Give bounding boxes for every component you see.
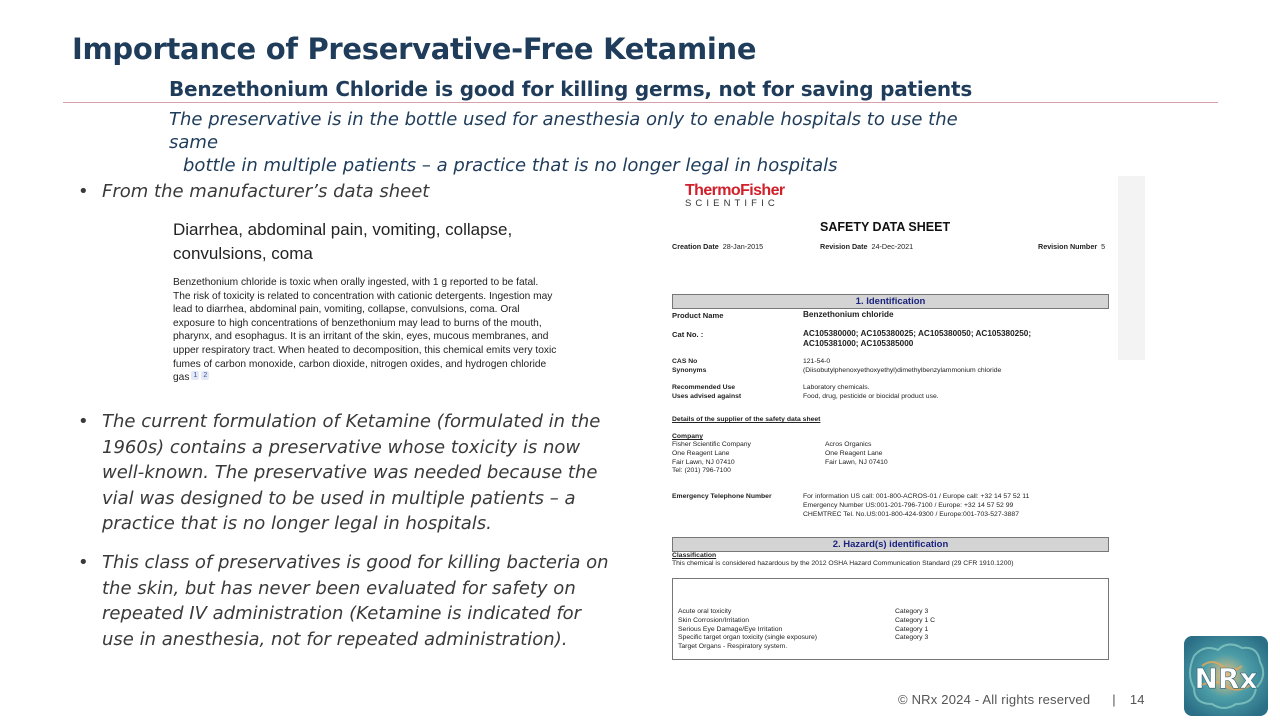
copyright-text: © NRx 2024 - All rights reserved [898, 692, 1091, 707]
address-line: Acros Organics [825, 441, 872, 448]
bullet-dot: • [78, 411, 89, 432]
excerpt-text: Benzethonium chloride is toxic when orally ingested, with 1 g reported to be fatal. The risk of toxicity is related to concentration with cationic detergents. Ingestion may lead to diarrhea, abdominal pain, vomiting, collapse, convulsions, coma. Oral exposure to high concentrations of benzethonium may lead to burns of the mouth, pharynx, and esophagus. It is an irritant of the skin, eyes, mucous membranes, and upper respiratory tract. When heated to decomposition, this chemical emits very toxic fumes of carbon monoxide, carbon dioxide, nitrogen oxides, and hydrogen chloride gas [173, 277, 557, 384]
cat-no-label: Cat No. : [672, 330, 704, 339]
tagline-line2: bottle in multiple patients – a practice that is no longer legal in hospitals [183, 155, 838, 176]
hazard-name: Specific target organ toxicity (single exposure) [678, 634, 818, 642]
fisher-address [672, 441, 751, 476]
company-label: Company [672, 433, 703, 440]
cas-label: CAS No [672, 358, 698, 365]
hazard-table [672, 578, 1109, 660]
classification-text: This chemical is considered hazardous by the 2012 OSHA Hazard Communication Standard (29 CFR 1910.1200) [672, 560, 1014, 567]
revision-date [820, 242, 913, 251]
address-line: Fisher Scientific Company [672, 441, 751, 448]
toxicity-excerpt [173, 276, 558, 385]
emergency-line: For information US call: 001-800-ACROS-01 / Europe call: +32 14 57 52 11 [803, 493, 1030, 500]
address-line: One Reagent Lane [825, 449, 883, 457]
creation-date [672, 242, 763, 251]
hazard-name: Serious Eye Damage/Eye Irritation [678, 625, 783, 633]
cas-value: 121-54-0 [803, 358, 831, 365]
cat-no-line2: AC105381000; AC105385000 [803, 339, 914, 348]
reference-link-2[interactable]: 2 [203, 372, 208, 380]
bullet-text: From the manufacturer’s data sheet [102, 181, 430, 202]
emergency-numbers [803, 493, 1029, 519]
address-line: One Reagent Lane [672, 449, 730, 457]
tagline [169, 108, 989, 177]
nrx-logo-text: NRx [1194, 662, 1258, 695]
cat-no-line1: AC105380000; AC105380025; AC105380050; AC105380250; [803, 329, 1032, 338]
symptoms-summary: Diarrhea, abdominal pain, vomiting, collapse, convulsions, coma [173, 220, 513, 263]
thermofisher-logo [685, 182, 785, 209]
logo-tagline: SCIENTIFIC [685, 198, 779, 209]
cat-no-value [803, 329, 1031, 349]
recommended-use-label: Recommended Use [672, 384, 736, 391]
creation-date-value: 28-Jan-2015 [722, 242, 764, 251]
product-name-value: Benzethonium chloride [803, 310, 894, 319]
revision-date-label: Revision Date [820, 242, 868, 251]
supplier-heading: Details of the supplier of the safety data sheet [672, 416, 821, 423]
address-line: Tel: (201) 796-7100 [672, 467, 731, 475]
header-divider [63, 102, 1218, 103]
emergency-line: Emergency Number US:001-201-796-7100 / Europe: +32 14 57 52 99 [803, 501, 1014, 509]
bullet-text: The current formulation of Ketamine (formulated in the 1960s) contains a preservative whose toxicity is now well-known. The preservative was needed because the vial was designed to be used in multiple patients – a practice that is no longer legal in hospitals. [102, 411, 601, 534]
synonyms-value: (Diisobutylphenoxyethoxyethyl)dimethylbenzylammonium chloride [803, 367, 1002, 374]
bullet-dot: • [78, 181, 89, 202]
hazard-category: Category 1 [895, 625, 929, 633]
logo-wordmark: ThermoFisher [685, 182, 785, 199]
slide-footer [898, 692, 1145, 707]
page-number: 14 [1129, 692, 1145, 707]
emergency-line: CHEMTREC Tel. No.US:001-800-424-9300 / Europe:001-703-527-3887 [803, 510, 1019, 518]
footer-separator: | [1112, 692, 1116, 707]
synonyms-label: Synonyms [672, 367, 707, 374]
revision-number-value: 5 [1101, 242, 1106, 251]
uses-against-value: Food, drug, pesticide or biocidal product use. [803, 393, 939, 400]
nrx-brain-logo [1184, 636, 1268, 716]
sds-title: SAFETY DATA SHEET [820, 220, 951, 234]
slide-subtitle: Benzethonium Chloride is good for killing germs, not for saving patients [169, 77, 973, 101]
revision-date-value: 24-Dec-2021 [871, 242, 914, 251]
hazard-category: Category 1 C [895, 616, 936, 624]
sds-scroll-track [1118, 176, 1145, 360]
reference-link-1[interactable]: 1 [193, 372, 198, 380]
bullet-preservative-class [78, 550, 612, 652]
revision-number-label: Revision Number [1038, 242, 1098, 251]
creation-date-label: Creation Date [672, 242, 719, 251]
hazard-name: Acute oral toxicity [678, 608, 732, 615]
safety-data-sheet-image [668, 176, 1116, 666]
acros-address [825, 441, 888, 467]
bullet-datasheet [78, 179, 622, 205]
revision-number [1038, 242, 1105, 251]
product-name-label: Product Name [672, 311, 724, 320]
hazard-name: Target Organs - Respiratory system. [678, 643, 788, 651]
section-hazard-header: 2. Hazard(s) identification [672, 537, 1109, 552]
emergency-label: Emergency Telephone Number [672, 493, 772, 500]
slide-title: Importance of Preservative-Free Ketamine [72, 32, 757, 66]
address-line: Fair Lawn, NJ 07410 [672, 458, 735, 466]
section-identification-header: 1. Identification [672, 294, 1109, 309]
hazard-name: Skin Corrosion/Irritation [678, 616, 750, 624]
nrx-logo-graphic [1184, 636, 1268, 716]
address-line: Fair Lawn, NJ 07410 [825, 458, 888, 466]
bullet-text: This class of preservatives is good for killing bacteria on the skin, but has never been evaluated for safety on repeated IV administration (Ketamine is indicated for use in anesthesia, not for repeated administration). [102, 552, 609, 650]
tagline-line1: The preservative is in the bottle used for anesthesia only to enable hospitals to use the same [169, 109, 958, 153]
uses-against-label: Uses advised against [672, 393, 742, 400]
classification-heading: Classification [672, 552, 717, 559]
bullet-dot: • [78, 552, 89, 573]
hazard-category: Category 3 [895, 608, 929, 615]
hazard-category: Category 3 [895, 634, 929, 642]
bullet-formulation [78, 409, 612, 537]
recommended-use-value: Laboratory chemicals. [803, 384, 870, 391]
